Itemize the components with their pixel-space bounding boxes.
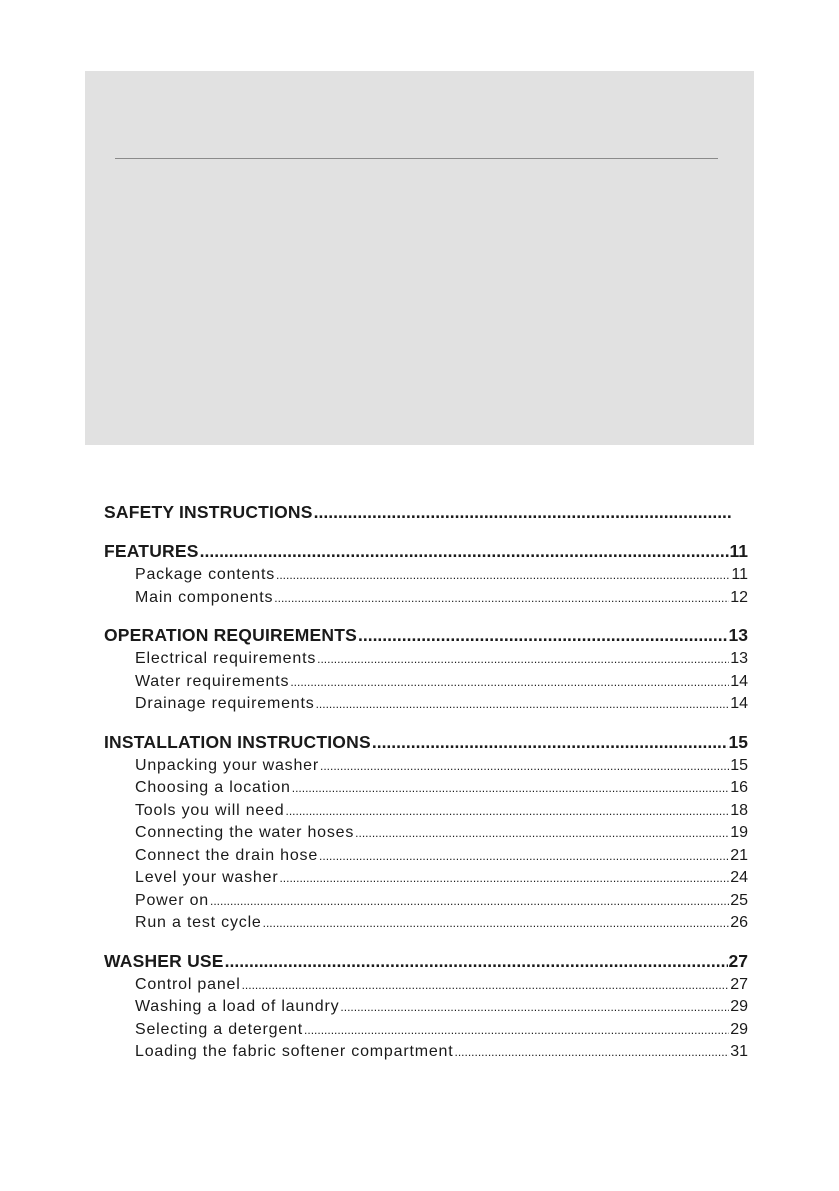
- toc-subentry-title: Control panel: [135, 975, 241, 993]
- toc-subentry-page: 16: [730, 779, 748, 796]
- toc-subentry[interactable]: [104, 564, 748, 587]
- toc-subentry-page: 26: [730, 914, 748, 931]
- toc-subentry-title: Run a test cycle: [135, 914, 262, 931]
- toc-subentry[interactable]: [104, 912, 748, 935]
- toc-heading-title: FEATURES: [104, 541, 199, 561]
- toc-subentry-page: 29: [730, 1020, 748, 1038]
- dot-leader: [210, 890, 729, 913]
- toc-subentry[interactable]: [104, 1019, 748, 1042]
- toc-subentry-title: Tools you will need: [135, 801, 285, 819]
- dot-leader: [276, 564, 730, 587]
- toc-section: [104, 499, 748, 525]
- toc-subentry-title: Loading the fabric softener compartment: [135, 1043, 454, 1060]
- dot-leader: [340, 996, 729, 1019]
- toc-subentry-page: 31: [730, 1043, 748, 1060]
- dot-leader: [279, 867, 729, 890]
- toc-subentry[interactable]: [104, 587, 748, 610]
- toc-subentry[interactable]: [104, 648, 748, 671]
- toc-subentry-page: 27: [730, 975, 748, 993]
- toc-heading-entry[interactable]: [104, 499, 733, 525]
- toc-subentry-title: Connect the drain hose: [135, 846, 319, 864]
- toc-subentry-page: 21: [730, 846, 748, 864]
- toc-subentry[interactable]: [104, 867, 748, 890]
- toc-subentry[interactable]: [104, 890, 748, 913]
- toc-subentry-page: 19: [730, 824, 748, 841]
- toc-subentry-page: 12: [730, 588, 748, 606]
- dot-leader: [358, 622, 728, 648]
- toc-subentry-title: Package contents: [135, 566, 275, 583]
- toc-subentry-title: Level your washer: [135, 869, 279, 886]
- dot-leader: [320, 755, 729, 778]
- toc-subentry-title: Washing a load of laundry: [135, 998, 340, 1015]
- toc-subentry-page: 14: [730, 695, 748, 712]
- toc-subentry-title: Main components: [135, 588, 274, 606]
- toc-subentry-page: 14: [730, 672, 748, 690]
- toc-heading-title: WASHER USE: [104, 950, 224, 971]
- toc-subentry-page: 18: [730, 801, 748, 819]
- dot-leader: [225, 948, 728, 974]
- toc-heading-title: SAFETY INSTRUCTIONS: [104, 502, 313, 522]
- toc-subentry[interactable]: [104, 1041, 748, 1064]
- toc-subentry-title: Water requirements: [135, 672, 290, 690]
- toc-subentry-page: 15: [730, 756, 748, 774]
- toc-subentry[interactable]: [104, 671, 748, 694]
- toc-heading-page: 13: [728, 625, 748, 645]
- dot-leader: [372, 729, 728, 755]
- toc-heading-entry[interactable]: [104, 538, 748, 564]
- toc-heading-page: 27: [728, 950, 748, 971]
- toc-heading-page: 15: [728, 731, 748, 752]
- toc-subentry[interactable]: [104, 777, 748, 800]
- toc-subentry-title: Connecting the water hoses: [135, 824, 355, 841]
- toc-heading-title: INSTALLATION INSTRUCTIONS: [104, 731, 371, 752]
- dot-leader: [316, 693, 730, 716]
- toc-subentry-page: 24: [730, 869, 748, 886]
- dot-leader: [319, 845, 729, 868]
- toc-subentry[interactable]: [104, 974, 748, 997]
- toc-subentry-title: Power on: [135, 891, 209, 909]
- toc-subentry-page: 13: [730, 650, 748, 667]
- toc-subentry[interactable]: [104, 800, 748, 823]
- toc-subentry-title: Choosing a location: [135, 779, 291, 796]
- toc-subentry-page: 25: [730, 891, 748, 909]
- toc-heading-entry[interactable]: [104, 729, 748, 755]
- toc-subentry[interactable]: [104, 996, 748, 1019]
- dot-leader: [286, 800, 730, 823]
- dot-leader: [242, 974, 730, 997]
- dot-leader: [263, 912, 730, 935]
- header-divider: [115, 158, 718, 159]
- toc-subentry-page: 11: [731, 566, 748, 583]
- dot-leader: [317, 648, 729, 671]
- header-panel: [85, 71, 754, 445]
- toc-section: [104, 538, 748, 609]
- toc-subentry[interactable]: [104, 755, 748, 778]
- dot-leader: [355, 822, 729, 845]
- toc-subentry[interactable]: [104, 822, 748, 845]
- toc-heading-page: 11: [729, 541, 748, 561]
- dot-leader: [274, 587, 729, 610]
- toc-heading-entry[interactable]: [104, 948, 748, 974]
- dot-leader: [454, 1041, 729, 1064]
- dot-leader: [304, 1019, 729, 1042]
- dot-leader: [314, 499, 732, 525]
- toc-subentry-title: Drainage requirements: [135, 695, 315, 712]
- table-of-contents: [104, 486, 748, 1064]
- toc-section: [104, 729, 748, 935]
- toc-heading-title: OPERATION REQUIREMENTS: [104, 625, 357, 645]
- toc-section: [104, 622, 748, 716]
- toc-subentry[interactable]: [104, 845, 748, 868]
- toc-subentry[interactable]: [104, 693, 748, 716]
- toc-heading-entry[interactable]: [104, 622, 748, 648]
- toc-subentry-title: Electrical requirements: [135, 650, 317, 667]
- toc-section: [104, 948, 748, 1064]
- dot-leader: [200, 538, 729, 564]
- toc-subentry-title: Selecting a detergent: [135, 1020, 304, 1038]
- dot-leader: [292, 777, 729, 800]
- toc-subentry-title: Unpacking your washer: [135, 756, 319, 774]
- toc-subentry-page: 29: [730, 998, 748, 1015]
- dot-leader: [290, 671, 729, 694]
